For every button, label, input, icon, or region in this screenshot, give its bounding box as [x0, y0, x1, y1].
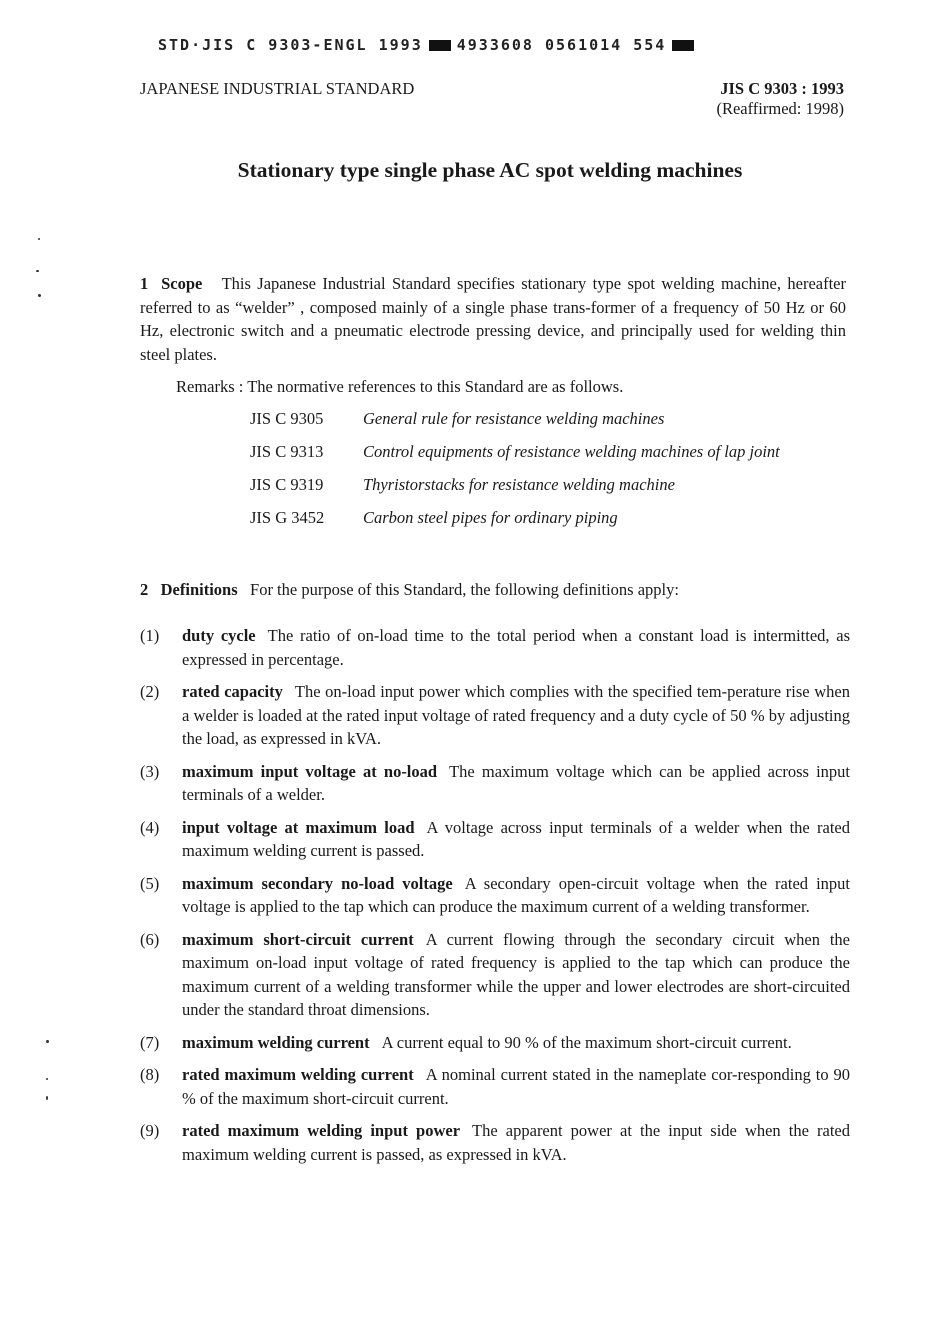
scope-number: 1: [140, 274, 149, 293]
reference-code: JIS C 9319: [250, 475, 324, 494]
organization-name: JAPANESE INDUSTRIAL STANDARD: [140, 79, 415, 98]
definition-term: duty cycle: [182, 626, 256, 645]
definition-item: [140, 816, 850, 863]
reference-code: JIS C 9305: [250, 409, 324, 428]
stamp-block-mark-end: [672, 40, 694, 51]
definition-text: The on-load input power which complies with the specified tem-perature rise when a welder is loaded at the rated input voltage of rated frequency and a duty cycle of 50 % by adjusting the load, as expressed in kVA.: [182, 682, 850, 748]
reference-code: JIS C 9313: [250, 442, 324, 461]
definition-item: [140, 1063, 850, 1110]
reference-title: Carbon steel pipes for ordinary piping: [363, 508, 618, 527]
definitions-heading: Definitions: [160, 580, 238, 599]
definition-item: [140, 1119, 850, 1166]
reference-title: Thyristorstacks for resistance welding machine: [363, 475, 675, 494]
remarks-line: Remarks : The normative references to this Standard are as follows.: [176, 377, 624, 396]
document-stamp: [158, 36, 700, 54]
definition-text: A nominal current stated in the nameplate cor-responding to 90 % of the maximum short-circuit current.: [182, 1065, 851, 1108]
definitions-intro: For the purpose of this Standard, the following definitions apply:: [250, 580, 679, 599]
scan-speck: [46, 1078, 48, 1080]
definition-text: The apparent power at the input side when the rated maximum welding current is passed, as expressed in kVA.: [182, 1121, 851, 1164]
page-title: Stationary type single phase AC spot welding machines: [237, 158, 743, 182]
definition-text: A voltage across input terminals of a welder when the rated maximum welding current is passed.: [182, 817, 850, 860]
scan-speck: [36, 270, 39, 272]
definitions-number: 2: [140, 580, 149, 599]
definition-text: A secondary open-circuit voltage when the rated input voltage is applied to the tap which can produce the maximum current of a welding transformer.: [182, 873, 850, 916]
stamp-codes: 4933608 0561014 554: [456, 36, 667, 54]
reference-title: Control equipments of resistance welding machines of lap joint: [363, 442, 780, 461]
definition-number: (5): [140, 873, 160, 893]
stamp-left-text: STD·JIS C 9303-ENGL 1993: [158, 36, 423, 54]
definition-term: rated capacity: [182, 682, 283, 701]
definition-term: maximum input voltage at no-load: [182, 761, 438, 781]
scope-section: [140, 272, 846, 366]
reference-item: [250, 407, 846, 430]
definition-number: (6): [140, 929, 160, 949]
definitions-list: [140, 624, 850, 1175]
scan-speck: [46, 1040, 49, 1043]
definition-term: input voltage at maximum load: [182, 817, 415, 837]
scope-heading: Scope: [161, 274, 203, 293]
definition-item: [140, 928, 850, 1022]
definition-item: [140, 1031, 850, 1055]
standard-number: JIS C 9303 : 1993: [720, 79, 844, 98]
scan-speck: [38, 294, 41, 297]
definition-number: (1): [140, 626, 160, 645]
definition-number: (4): [140, 817, 160, 837]
definition-text: The ratio of on-load time to the total period when a constant load is intermitted, as expressed in percentage.: [182, 626, 850, 669]
standard-header: [716, 79, 844, 119]
reaffirmed-note: (Reaffirmed: 1998): [716, 99, 844, 118]
reference-title: General rule for resistance welding machines: [363, 409, 665, 428]
definition-term: maximum secondary no-load voltage: [182, 873, 453, 893]
references-list: [250, 407, 846, 539]
definition-term: maximum short-circuit current: [182, 929, 414, 949]
reference-item: [250, 473, 846, 496]
definition-number: (3): [140, 761, 160, 781]
definition-number: (8): [140, 1065, 160, 1084]
definition-item: [140, 872, 850, 919]
definition-number: (2): [140, 682, 160, 701]
definition-text: A current equal to 90 % of the maximum short-circuit current.: [381, 1032, 792, 1052]
scan-speck: [46, 1096, 48, 1100]
stamp-block-mark: [429, 40, 451, 51]
definition-term: maximum welding current: [182, 1032, 370, 1052]
definitions-section-heading: [140, 578, 846, 602]
reference-code: JIS G 3452: [250, 508, 325, 527]
definition-text: A current flowing through the secondary circuit when the maximum on-load input voltage of rated frequency is applied to the tap which can produce the maximum current of a welding transformer while the upper and lower electrodes are short-circuited under the standard throat dimensions.: [182, 929, 850, 1019]
definition-term: rated maximum welding current: [182, 1065, 414, 1084]
scan-speck: [38, 238, 40, 240]
definition-text: The maximum voltage which can be applied across input terminals of a welder.: [182, 761, 850, 804]
definition-item: [140, 680, 850, 751]
reference-item: [250, 506, 846, 529]
definition-item: [140, 760, 850, 807]
definition-number: (7): [140, 1032, 160, 1052]
definition-term: rated maximum welding input power: [182, 1121, 461, 1140]
scope-text: This Japanese Industrial Standard specifies stationary type spot welding machine, hereafter referred to as “welder” , composed mainly of a single phase trans-former of a frequency of 50 Hz or 60 Hz, electronic switch and a pneumatic electrode pressing device, and principally used for welding thin steel plates.: [140, 274, 847, 364]
definition-number: (9): [140, 1121, 160, 1140]
definition-item: [140, 624, 850, 671]
reference-item: [250, 440, 846, 463]
